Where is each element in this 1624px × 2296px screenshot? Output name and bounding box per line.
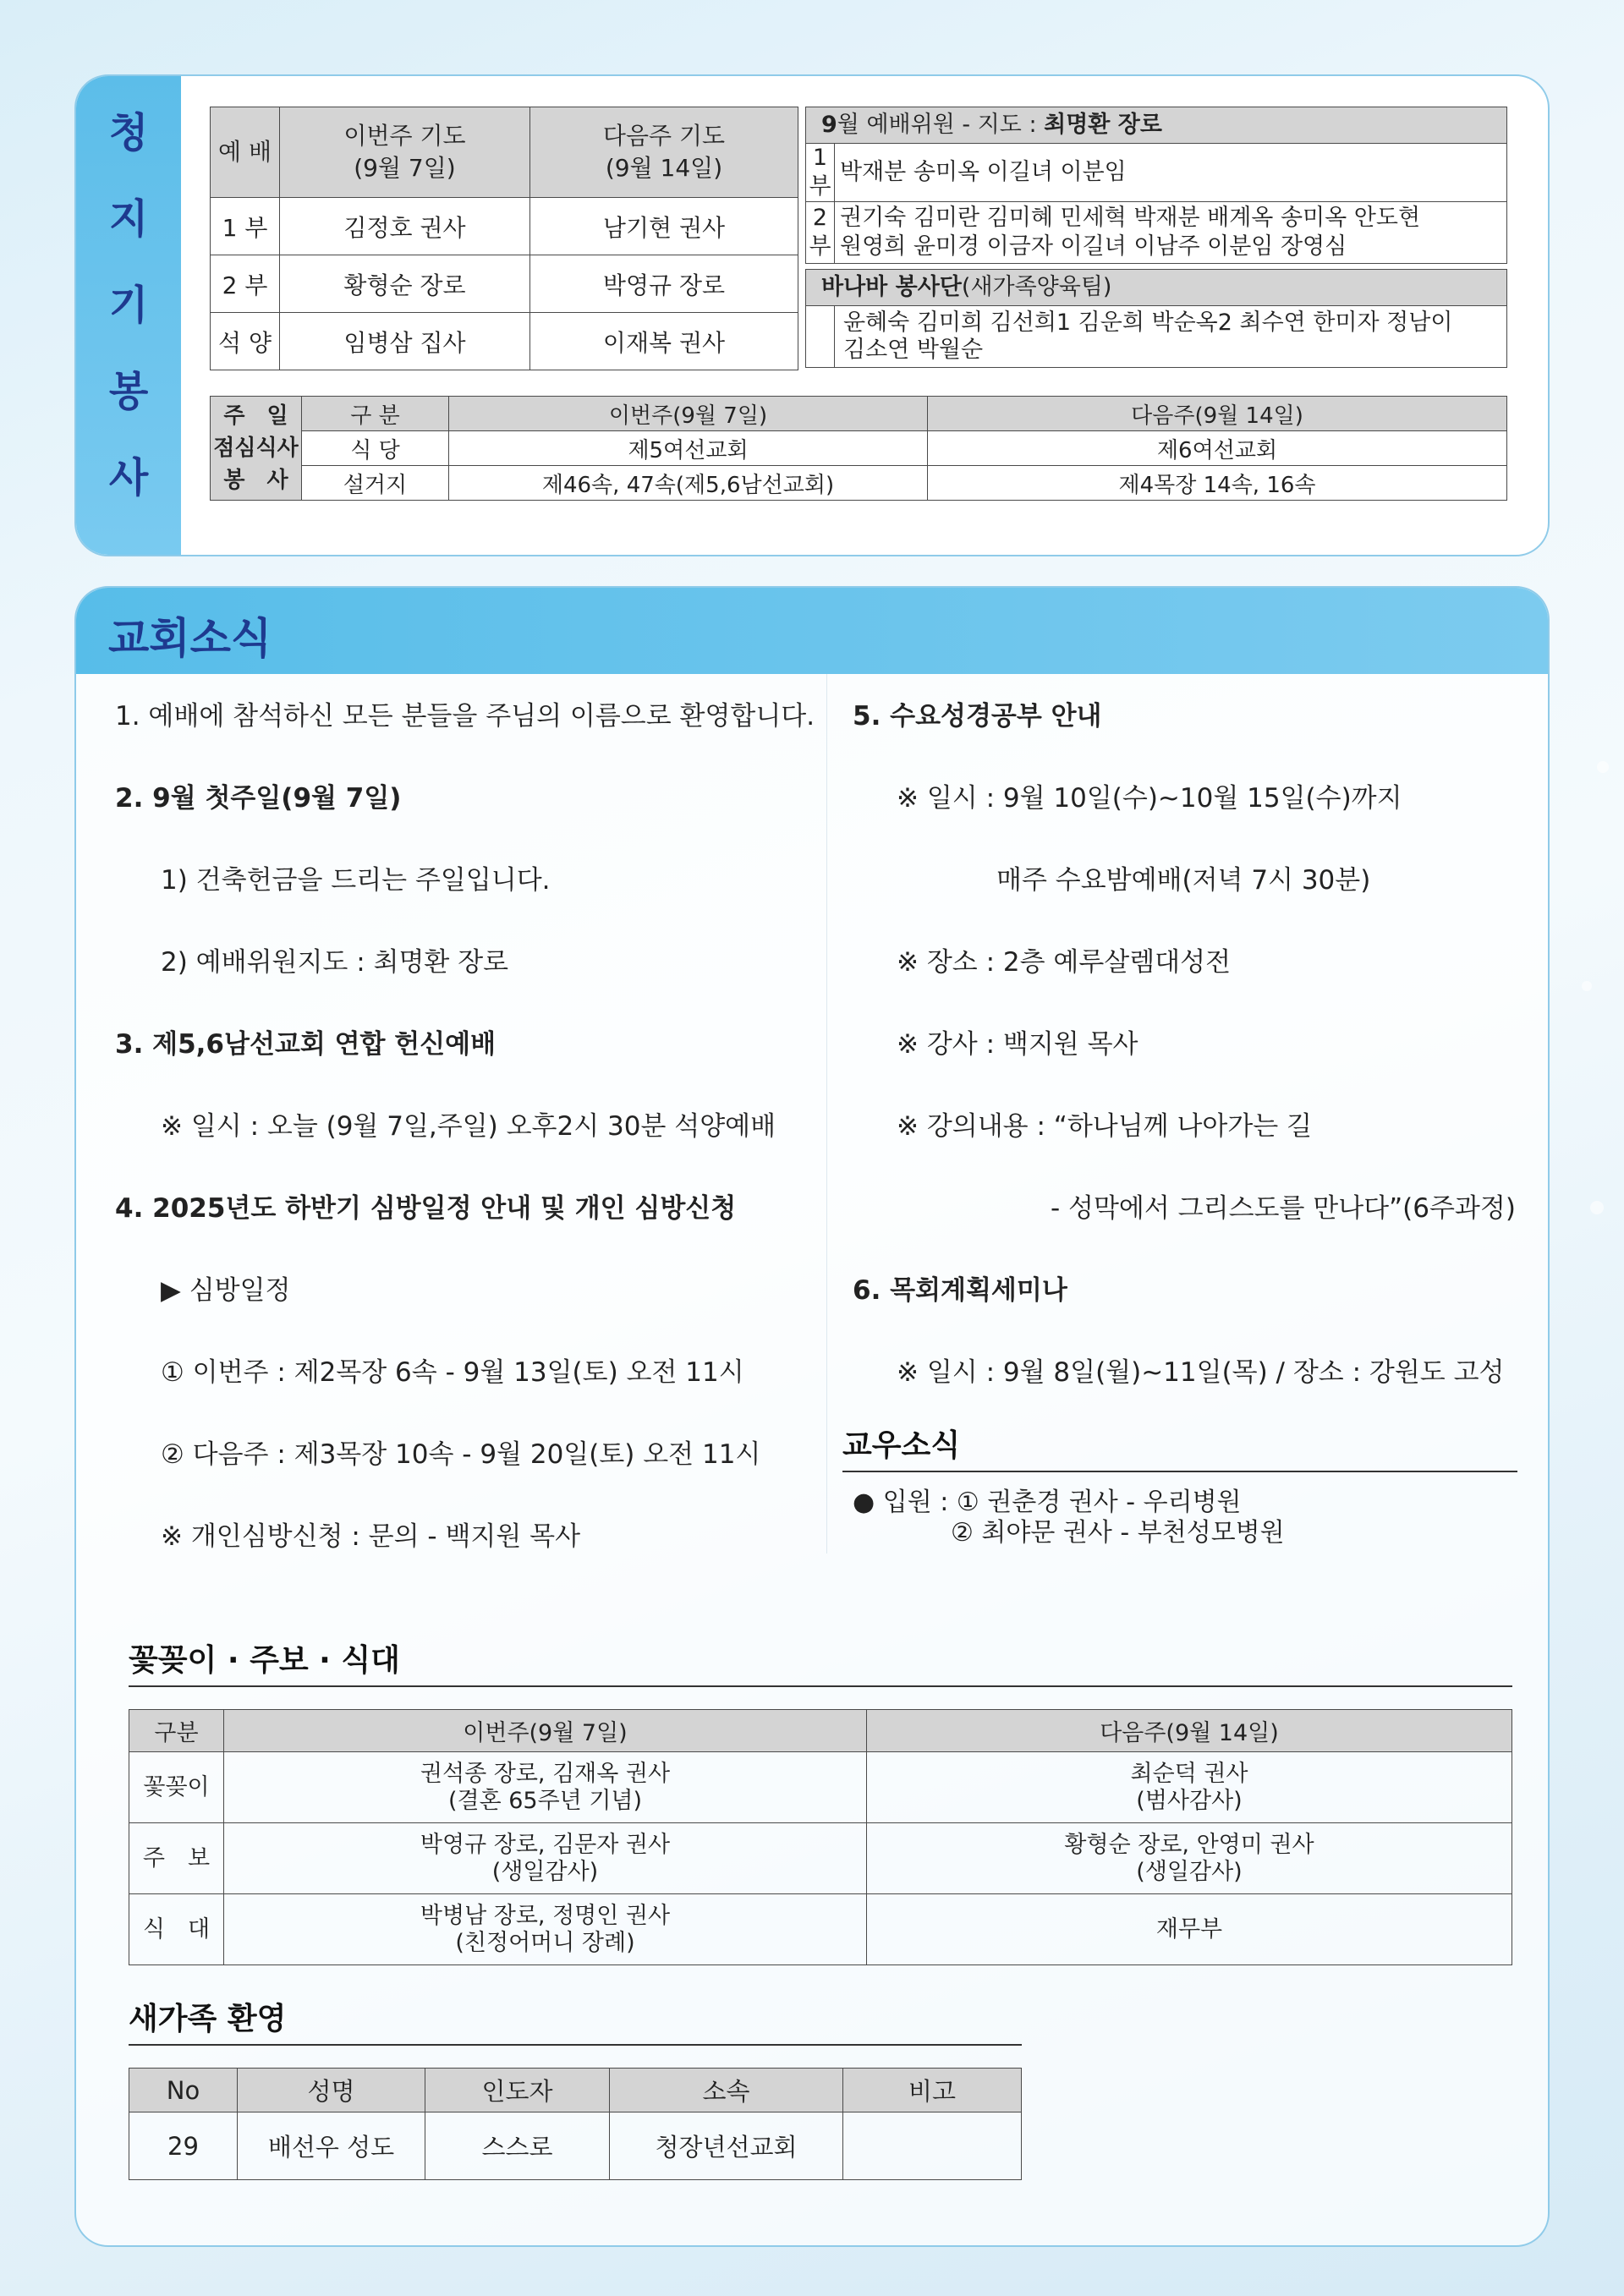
table-row	[129, 2112, 1022, 2180]
header-cell: 구 분	[302, 397, 449, 431]
guide-cell: 스스로	[425, 2112, 610, 2180]
news-heading: 5. 수요성경공부 안내	[853, 701, 1102, 732]
lunch-row-label	[211, 397, 302, 501]
worship-committee-table	[805, 107, 1507, 264]
belong-cell: 청장년선교회	[610, 2112, 843, 2180]
decorative-dot	[1597, 761, 1609, 773]
news-item: 1. 예배에 참석하신 모든 분들을 주님의 이름으로 환영합니다.	[115, 701, 815, 732]
church-news-card	[74, 586, 1550, 2247]
table-row	[129, 1894, 1512, 1965]
flowers-title: 꽃꽂이 · 주보 · 식대	[129, 1643, 400, 1678]
news-heading: 2. 9월 첫주일(9월 7일)	[115, 783, 402, 814]
header-cell: No	[129, 2069, 238, 2112]
prayer-cell: 박영규 장로	[530, 255, 798, 313]
header-cell: 이번주(9월 7일)	[449, 397, 928, 431]
kind-cell: 설거지	[302, 466, 449, 501]
committee-month: 9	[821, 112, 837, 138]
row-label: 주 보	[129, 1823, 224, 1894]
hospital-item: ● 입원 : ① 권춘경 권사 - 우리병원	[853, 1488, 1242, 1517]
barnabas-team-table	[805, 269, 1507, 368]
table-header-row	[129, 2069, 1022, 2112]
header-cell: 인도자	[425, 2069, 610, 2112]
hospital-item: ② 최야문 권사 - 부천성모병원	[951, 1518, 1285, 1548]
service-cell: 석 양	[211, 313, 280, 370]
header-cell: 다음주(9월 14일)	[867, 1710, 1512, 1752]
row-label: 꽃꽂이	[129, 1752, 224, 1823]
news-item: ※ 강의내용 : “하나님께 나아가는 길	[897, 1111, 1313, 1142]
news-item: ※ 개인심방신청 : 문의 - 백지원 목사	[161, 1521, 581, 1552]
label-line: 봉 사	[223, 468, 288, 493]
news-heading: 6. 목회계획세미나	[853, 1275, 1067, 1306]
prayer-cell: 황형순 장로	[280, 255, 530, 313]
table-header-row	[806, 270, 1507, 306]
label-line: 점심식사	[213, 436, 299, 461]
table-row	[129, 1752, 1512, 1823]
news-item: ① 이번주 : 제2목장 6속 - 9월 13일(토) 오전 11시	[161, 1357, 744, 1388]
barnabas-title-bold: 바나바 봉사단	[821, 274, 962, 300]
news-item: ※ 장소 : 2층 예루살렘대성전	[897, 947, 1232, 978]
sidebar-char: 지	[108, 195, 149, 243]
team-cell: 제5여선교회	[449, 431, 928, 466]
news-item: ▶ 심방일정	[161, 1275, 291, 1306]
sidebar-char: 기	[108, 282, 149, 329]
service-cell: 1 부	[211, 198, 280, 255]
news-item: ※ 일시 : 오늘 (9월 7일,주일) 오후2시 30분 석양예배	[161, 1111, 776, 1142]
section-rule	[129, 1685, 1512, 1687]
names-cell: 윤혜숙 김미희 김선희1 김운희 박순옥2 최수연 한미자 정남이 김소연 박월순	[835, 306, 1507, 368]
header-cell: 이번주(9월 7일)	[224, 1710, 867, 1752]
prayer-cell: 김정호 권사	[280, 198, 530, 255]
table-row	[211, 198, 798, 255]
decorative-dot	[1582, 981, 1592, 991]
header-cell: 성명	[238, 2069, 425, 2112]
sidebar-char: 봉	[108, 368, 149, 415]
church-news-title: 교회소식	[108, 614, 272, 663]
service-cell: 2 부	[211, 255, 280, 313]
sponsor-cell: 최순덕 권사 (범사감사)	[867, 1752, 1512, 1823]
header-cell: 소속	[610, 2069, 843, 2112]
new-family-title: 새가족 환영	[129, 2002, 287, 2036]
prayer-cell: 남기현 권사	[530, 198, 798, 255]
sidebar-char: 청	[108, 109, 149, 156]
part-cell: 1부	[806, 144, 835, 202]
table-row	[211, 255, 798, 313]
table-row	[806, 306, 1507, 368]
news-item: 매주 수요밤예배(저녁 7시 30분)	[996, 865, 1371, 896]
sponsor-cell: 박영규 장로, 김문자 권사 (생일감사)	[224, 1823, 867, 1894]
name-cell: 배선우 성도	[238, 2112, 425, 2180]
note-cell	[843, 2112, 1022, 2180]
decorative-dot	[1590, 1201, 1604, 1214]
news-item: ※ 일시 : 9월 8일(월)~11일(목) / 장소 : 강원도 고성	[897, 1357, 1505, 1388]
committee-title-text: 월 예배위원 - 지도 :	[837, 112, 1045, 138]
team-cell: 제4목장 14속, 16속	[928, 466, 1507, 501]
team-cell: 제6여선교회	[928, 431, 1507, 466]
table-header-row	[129, 1710, 1512, 1752]
label-line: 주 일	[223, 403, 288, 429]
news-item: ※ 강사 : 백지원 목사	[897, 1029, 1138, 1060]
news-item: ※ 일시 : 9월 10일(수)~10월 15일(수)까지	[897, 783, 1402, 814]
table-header-row	[806, 107, 1507, 144]
names-cell: 권기숙 김미란 김미혜 민세혁 박재분 배계옥 송미옥 안도현 원영희 윤미경 이금자 이길녀 이남주 이분임 장영심	[835, 202, 1507, 264]
table-row	[211, 466, 1507, 501]
sponsor-cell: 황형순 장로, 안영미 권사 (생일감사)	[867, 1823, 1512, 1894]
church-news-header	[76, 588, 1548, 674]
prayer-cell: 임병삼 집사	[280, 313, 530, 370]
table-header-row	[211, 397, 1507, 431]
row-label: 식 대	[129, 1894, 224, 1965]
part-cell: 2부	[806, 202, 835, 264]
sidebar-char: 사	[108, 454, 149, 501]
flowers-bulletin-meal-table	[129, 1709, 1512, 1965]
members-news-title: 교우소식	[842, 1428, 961, 1463]
header-cell: 다음주 기도 (9월 14일)	[530, 107, 798, 198]
header-cell: 비고	[843, 2069, 1022, 2112]
service-team-card	[74, 74, 1550, 556]
sponsor-cell: 권석종 장로, 김재옥 권사 (결혼 65주년 기념)	[224, 1752, 867, 1823]
committee-leader: 최명환 장로	[1044, 112, 1162, 138]
no-cell: 29	[129, 2112, 238, 2180]
sponsor-cell: 재무부	[867, 1894, 1512, 1965]
table-header-row	[211, 107, 798, 198]
header-cell: 이번주 기도 (9월 7일)	[280, 107, 530, 198]
sponsor-cell: 박병남 장로, 정명인 권사 (친정어머니 장례)	[224, 1894, 867, 1965]
table-row	[806, 144, 1507, 202]
lunch-service-table	[210, 396, 1507, 501]
blank-cell	[806, 306, 835, 368]
table-row	[211, 431, 1507, 466]
new-family-table	[129, 2068, 1022, 2180]
table-row	[806, 202, 1507, 264]
barnabas-title-sub: (새가족양육팀)	[961, 274, 1112, 300]
prayer-cell: 이재복 권사	[530, 313, 798, 370]
kind-cell: 식 당	[302, 431, 449, 466]
prayer-table	[210, 107, 798, 370]
section-rule	[129, 2044, 1022, 2046]
committee-title	[806, 107, 1507, 144]
service-team-sidebar	[76, 76, 181, 555]
header-cell: 다음주(9월 14일)	[928, 397, 1507, 431]
table-row	[211, 313, 798, 370]
news-item: ② 다음주 : 제3목장 10속 - 9월 20일(토) 오전 11시	[161, 1439, 761, 1470]
team-cell: 제46속, 47속(제5,6남선교회)	[449, 466, 928, 501]
news-heading: 4. 2025년도 하반기 심방일정 안내 및 개인 심방신청	[115, 1193, 737, 1224]
table-row	[129, 1823, 1512, 1894]
names-cell: 박재분 송미옥 이길녀 이분임	[835, 144, 1507, 202]
news-heading: 3. 제5,6남선교회 연합 헌신예배	[115, 1029, 497, 1060]
barnabas-title	[806, 270, 1507, 306]
column-divider	[826, 674, 827, 1553]
news-item: 2) 예배위원지도 : 최명환 장로	[161, 947, 509, 978]
news-item: - 성막에서 그리스도를 만나다”(6주과정)	[1051, 1193, 1516, 1224]
section-rule	[842, 1471, 1517, 1472]
header-cell: 구분	[129, 1710, 224, 1752]
news-item: 1) 건축헌금을 드리는 주일입니다.	[161, 865, 551, 896]
header-cell: 예 배	[211, 107, 280, 198]
